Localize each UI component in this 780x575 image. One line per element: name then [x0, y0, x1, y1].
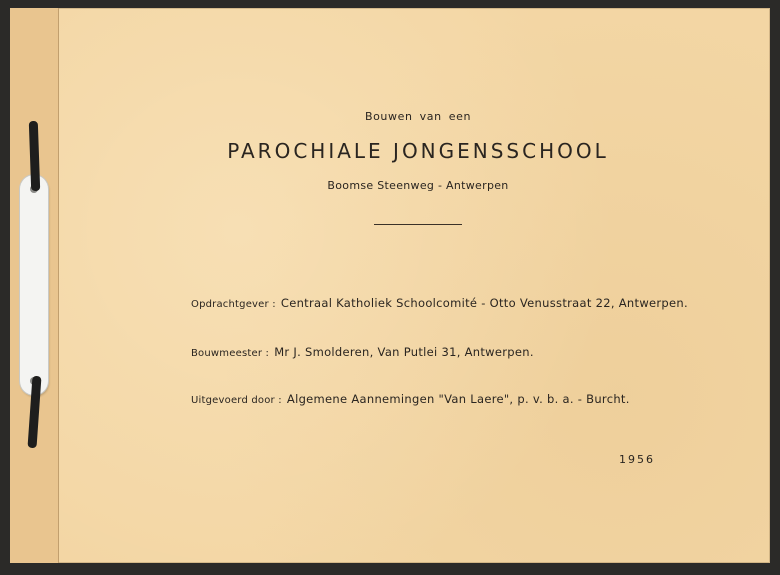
pre-title: Bouwen van een: [364, 110, 472, 123]
detail-label: Uitgevoerd door :: [191, 395, 282, 406]
detail-value: Mr J. Smolderen, Van Putlei 31, Antwerpen.: [274, 345, 534, 359]
detail-row-architect: [191, 341, 534, 360]
detail-label: Bouwmeester :: [191, 348, 270, 359]
page-title: PAROCHIALE JONGENSSCHOOL: [227, 139, 609, 163]
detail-row-contractor: [191, 388, 630, 407]
year: 1956: [619, 453, 655, 466]
detail-value: Algemene Aannemingen "Van Laere", p. v. b. a. - Burcht.: [286, 392, 630, 406]
binder-strap: [20, 175, 48, 395]
detail-label: Opdrachtgever :: [191, 299, 276, 310]
document-page: [10, 8, 770, 563]
fastener-prong-top: [29, 121, 40, 191]
divider-rule: [374, 224, 462, 225]
detail-value: Centraal Katholiek Schoolcomité - Otto Venusstraat 22, Antwerpen.: [280, 296, 688, 310]
subtitle: Boomse Steenweg - Antwerpen: [327, 179, 509, 192]
binding-spine: [10, 8, 59, 563]
detail-row-client: [191, 292, 688, 311]
page-content: [58, 8, 770, 563]
